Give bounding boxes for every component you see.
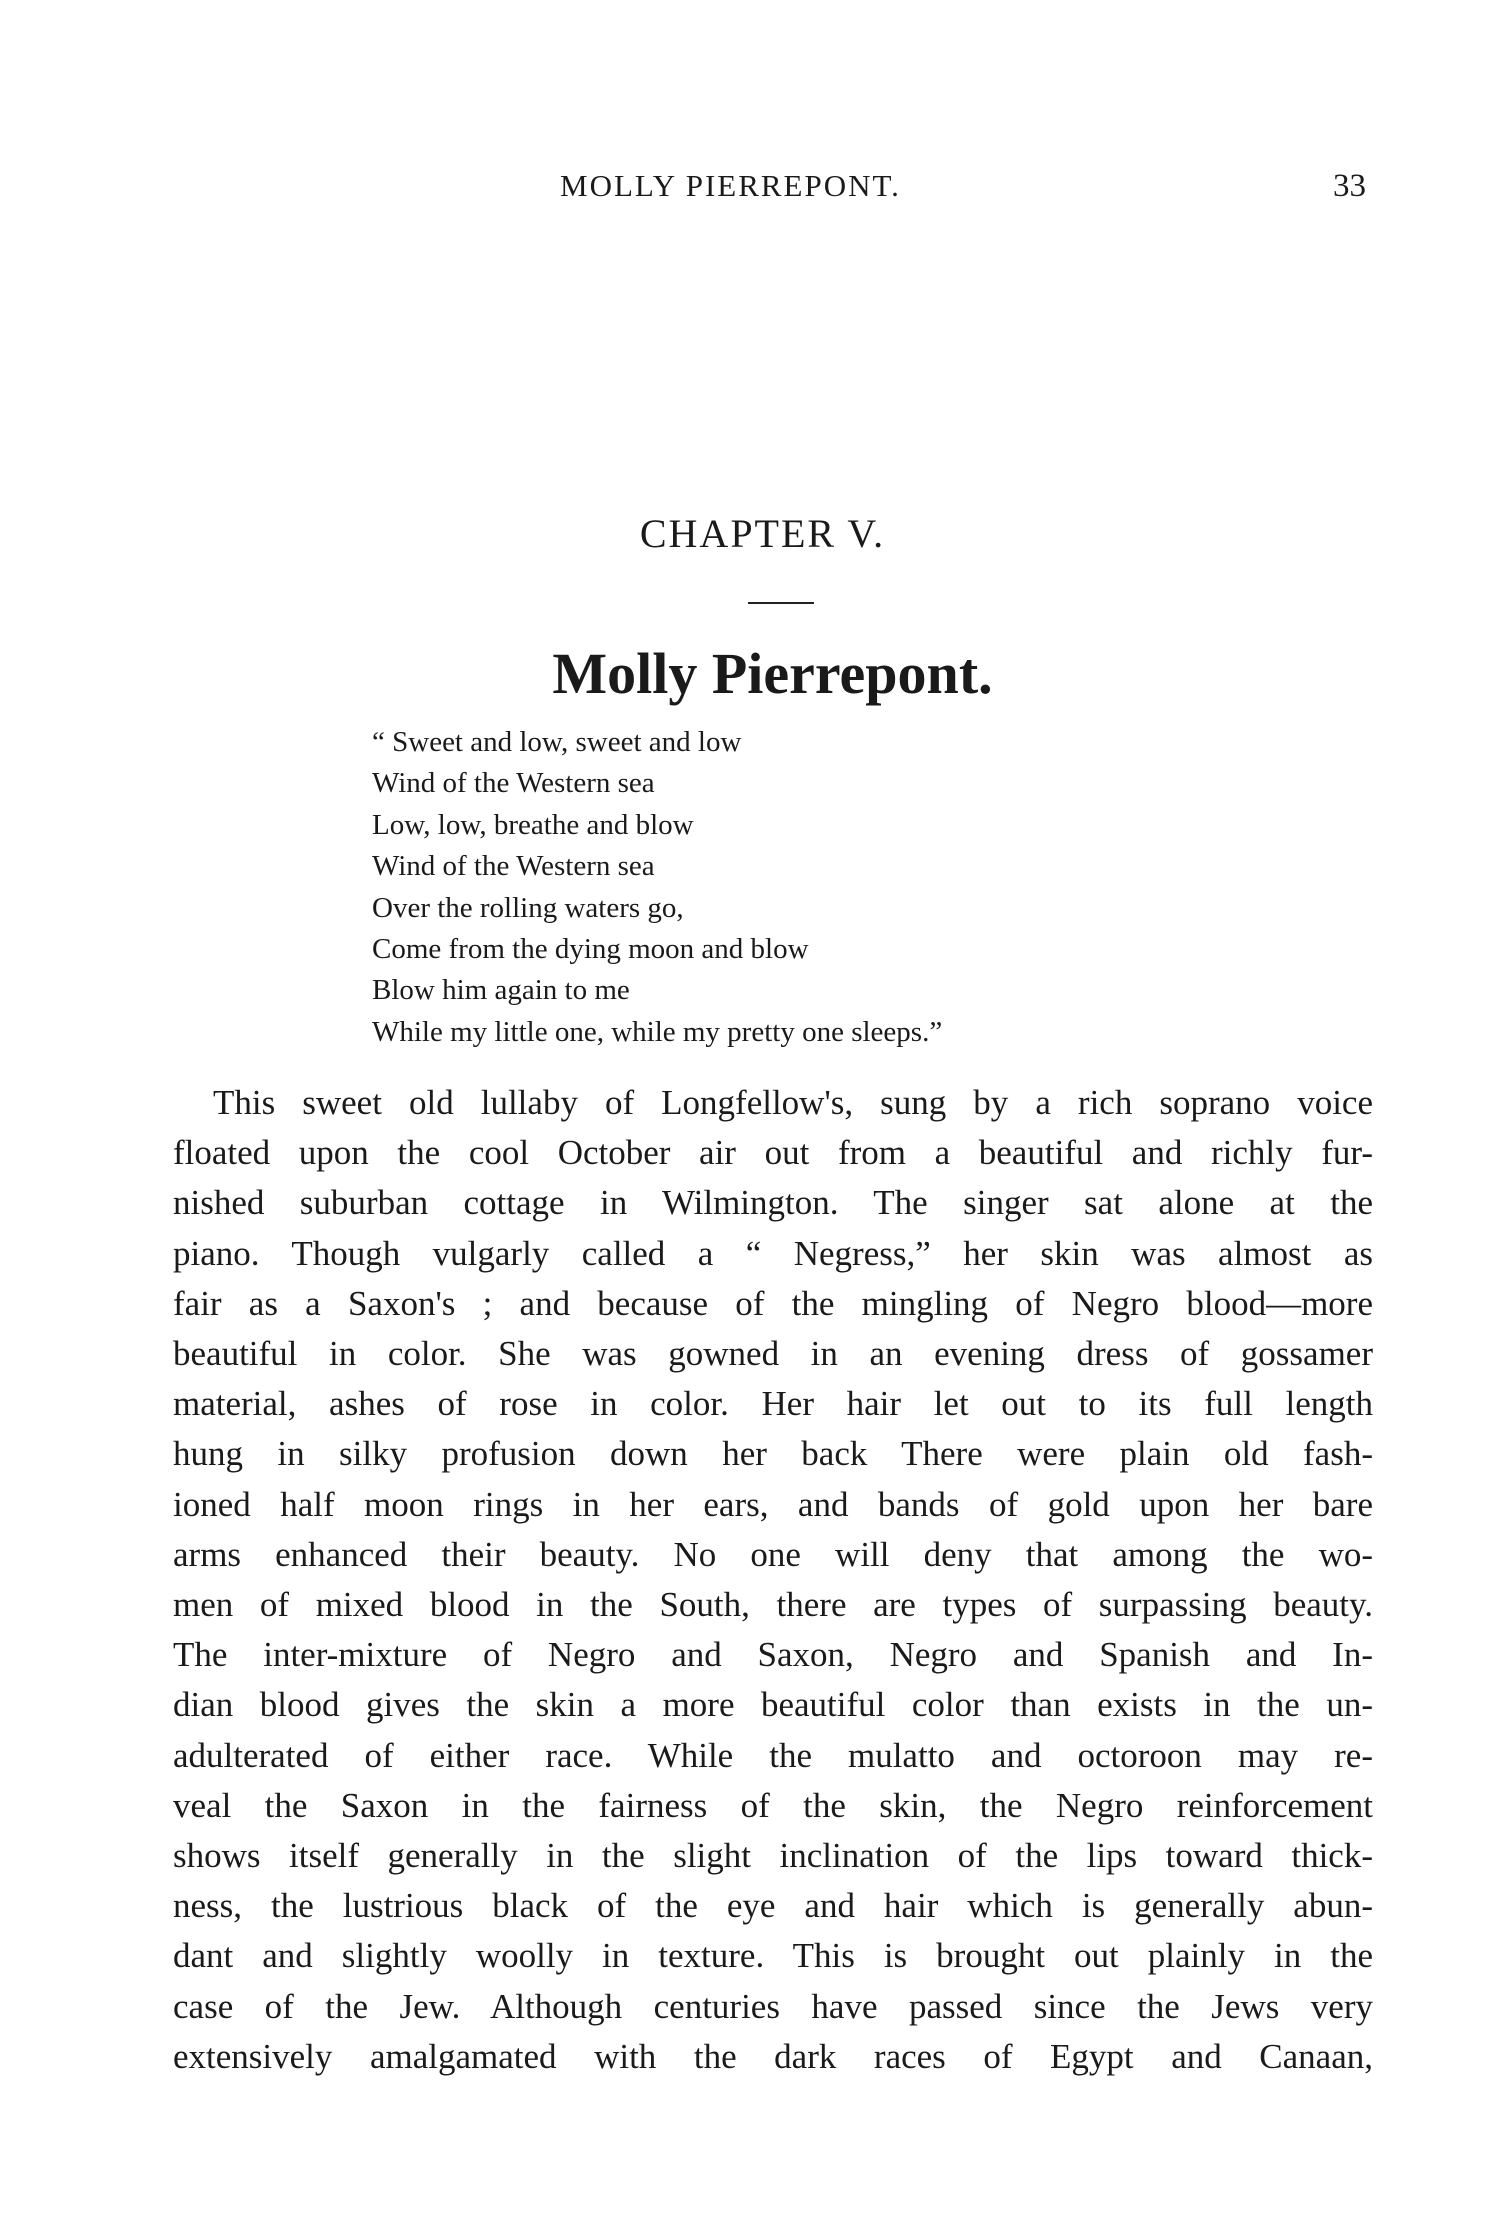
text-line: case of the Jew. Although centuries have passed since the Jews very <box>173 1986 1373 2026</box>
verse-line: Blow him again to me <box>372 974 630 1007</box>
text-line: men of mixed blood in the South, there are types of surpassing beauty. <box>173 1585 1373 1625</box>
chapter-title: Molly Pierrepont. <box>552 641 993 706</box>
chapter-label: CHAPTER V. <box>639 511 886 556</box>
verse-line: Over the rolling waters go, <box>372 891 684 924</box>
verse-line: Low, low, breathe and blow <box>372 808 694 841</box>
verse-line: While my little one, while my pretty one sleeps.” <box>372 1015 943 1048</box>
epigraph-verse <box>372 722 1272 1053</box>
running-head: MOLLY PIERREPONT. <box>560 168 901 203</box>
text-line: ness, the lustrious black of the eye and hair which is generally abun- <box>173 1886 1373 1926</box>
text-line: This sweet old lullaby of Longfellow's, sung by a rich soprano voice <box>213 1083 1373 1122</box>
text-line: shows itself generally in the slight inclination of the lips toward thick- <box>173 1836 1373 1876</box>
chapter-rule-divider <box>748 602 814 604</box>
text-line: extensively amalgamated with the dark races of Egypt and Canaan, <box>173 2036 1373 2076</box>
text-line: dian blood gives the skin a more beautiful color than exists in the un- <box>173 1685 1373 1725</box>
body-paragraph <box>173 1078 1373 2082</box>
text-line: dant and slightly woolly in texture. This is brought out plainly in the <box>173 1936 1373 1976</box>
text-line: adulterated of either race. While the mulatto and octoroon may re- <box>173 1735 1373 1775</box>
text-line: arms enhanced their beauty. No one will deny that among the wo- <box>173 1534 1373 1574</box>
text-line: hung in silky profusion down her back There were plain old fash- <box>173 1434 1373 1474</box>
verse-line: Wind of the Western sea <box>372 850 655 883</box>
page-number: 33 <box>1333 168 1366 204</box>
text-line: material, ashes of rose in color. Her hair let out to its full length <box>173 1384 1373 1424</box>
text-line: fair as a Saxon's ; and because of the mingling of Negro blood—more <box>173 1283 1373 1323</box>
verse-line: “ Sweet and low, sweet and low <box>372 726 742 758</box>
text-line: veal the Saxon in the fairness of the skin, the Negro reinforcement <box>173 1785 1373 1825</box>
text-line: ioned half moon rings in her ears, and bands of gold upon her bare <box>173 1484 1373 1524</box>
verse-line: Come from the dying moon and blow <box>372 933 809 966</box>
text-line: piano. Though vulgarly called a “ Negress,” her skin was almost as <box>173 1233 1373 1273</box>
text-line: nished suburban cottage in Wilmington. The singer sat alone at the <box>173 1183 1373 1223</box>
text-line: floated upon the cool October air out from a beautiful and richly fur- <box>173 1133 1373 1173</box>
text-line: beautiful in color. She was gowned in an evening dress of gossamer <box>173 1334 1373 1374</box>
text-line: The inter-mixture of Negro and Saxon, Negro and Spanish and In- <box>173 1635 1373 1675</box>
verse-line: Wind of the Western sea <box>372 767 655 800</box>
